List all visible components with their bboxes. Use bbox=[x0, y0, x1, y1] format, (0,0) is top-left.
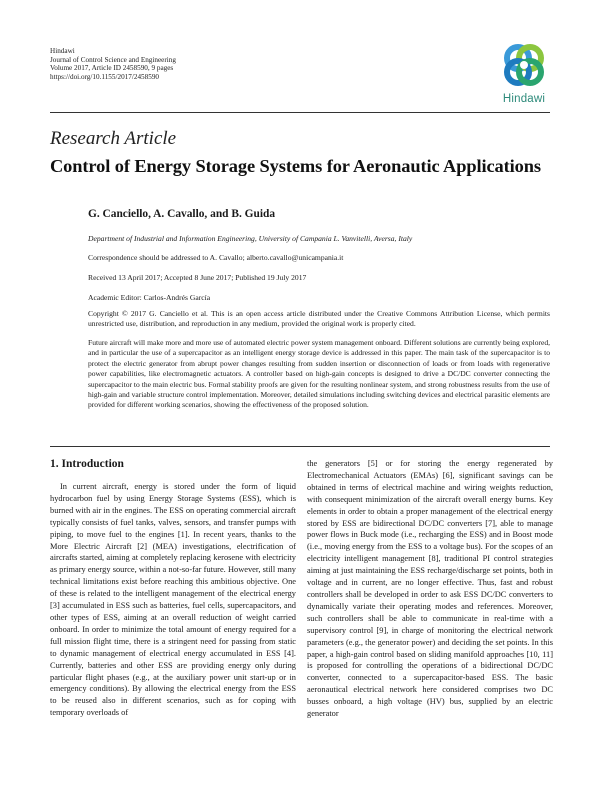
journal-info bbox=[50, 47, 176, 81]
journal-name: Journal of Control Science and Engineering bbox=[50, 55, 176, 64]
section-heading: 1. Introduction bbox=[50, 458, 124, 470]
abstract-divider bbox=[50, 446, 550, 447]
header-divider bbox=[50, 112, 550, 113]
journal-publisher: Hindawi bbox=[50, 47, 75, 55]
body-paragraph: In current aircraft, energy is stored under the form of liquid hydrocarbon fuel by using Energy Storage Systems (ESS), which is burned with air in the engines. The ESS on operating commercial aircraft typically consists of fuel tanks, valves, sensors, and transfer pumps with piping, to move fuel to the engines [1]. In recent years, thanks to the More Electric Aircraft [2] (MEA) investigations, electrification of aircrafts started, aiming at completely replacing kerosene with electricity as primary energy source, within a not-so-far future. However, still many technical limitations exist before reaching this ambitious objective. One of these is related to the intelligent management of the electrical energy [3] accumulated in ESS such as batteries, fuel cells, supercapacitors, and other types of ESS, aiming at an overall reduction of weight carried onboard. In order to minimize the total amount of energy required for a full mission flight time, there is a stringent need for passing from static to dynamic management of electrical energy accumulated in ESS [4]. Currently, batteries and other ESS are providing energy only during particular flight phases (e.g., at the auxiliary power unit start-up or in emergency conditions). By allowing the electrical energy from the ESS to be reused also in different scenarios, such as for coping with temporary overloads of bbox=[50, 482, 296, 718]
hindawi-logo bbox=[496, 40, 552, 110]
journal-volume: Volume 2017, Article ID 2458590, 9 pages bbox=[50, 64, 174, 73]
publication-dates: Received 13 April 2017; Accepted 8 June 2017; Published 19 July 2017 bbox=[88, 273, 307, 282]
hindawi-logo-text: Hindawi bbox=[502, 93, 546, 105]
article-title: Control of Energy Storage Systems for Aeronautic Applications bbox=[50, 156, 541, 176]
article-authors: G. Canciello, A. Cavallo, and B. Guida bbox=[88, 208, 276, 220]
body-column-right bbox=[307, 458, 553, 720]
body-paragraph: the generators [5] or for storing the energy regenerated by Electromechanical Actuators (EMAs) [6], significant savings can be obtained in terms of electrical machine and wiring weights reduction, with consequent minimization of the aircraft overall energy burns. Key elements in order to obtain a proper management of the electrical energy stored by ESS are bidirectional DC/DC converters [7], able to manage power flows in Buck mode (i.e., recharging the ESS) and in Boost mode (i.e., moving energy from the ESS to a voltage bus). For the scopes of an electricity intelligent management [8], traditional PI control strategies aiming at just maintaining the ESS recharge/discharge set points, both in voltage and in current, are no longer effective. Thus, fast and robust controllers shall be developed in order to ask ESS DC/DC converters to dynamically variate their operating modes and references. Moreover, such controllers shall be able to communicate in real-time with a supervisory control [9], in charge of monitoring the electrical network parameters (e.g., the generator power) and deciding the set points. In this paper, a high-gain control based on sliding manifold approaches [10, 11] is proposed for controlling the operations of a bidirectional DC/DC converter, connected to a supercapacitor-based ESS. The basic aeronautical electrical network here considered comprises two DC busses onboard, a high voltage (HV) bus, supplied by an electric generator bbox=[307, 459, 553, 719]
journal-doi[interactable]: https://doi.org/10.1155/2017/2458590 bbox=[50, 72, 160, 81]
body-column-left bbox=[50, 481, 296, 719]
abstract: Future aircraft will make more and more use of automated electric power system management onboard. Different solutions are currently being explored, and in particular the use of a supercapacitor as an intelligent energy storage device is addressed in this paper. The main task of the supercapacitor is to protect the electric generator from abrupt power changes resulting from sudden insertion or disconnection of loads or from loads with regenerative power capabilities, like electromagnetic actuators. A controller based on high-gain concepts is designed to drive a DC/DC converter connecting the supercapacitor to the main electric bus. Formal stability proofs are given for the resulting nonlinear system, and strong robustness results from the use of high-gain and variable structure control implementation. Moreover, detailed simulations including switching devices and electrical parasitic elements are provided for different working scenarios, showing the effectiveness of the proposed solution. bbox=[88, 338, 550, 410]
article-type: Research Article bbox=[50, 128, 177, 149]
correspondence: Correspondence should be addressed to A. Cavallo; alberto.cavallo@unicampania.it bbox=[88, 253, 344, 262]
hindawi-logo-icon bbox=[496, 40, 552, 92]
copyright-notice: Copyright © 2017 G. Canciello et al. This is an open access article distributed under the Creative Commons Attribution License, which permits unrestricted use, distribution, and reproduction in any medium, provided the original work is properly cited. bbox=[88, 309, 550, 329]
academic-editor: Academic Editor: Carlos-Andrés García bbox=[88, 293, 211, 302]
affiliation: Department of Industrial and Information Engineering, University of Campania L. Vanvitelli, Aversa, Italy bbox=[88, 234, 413, 243]
